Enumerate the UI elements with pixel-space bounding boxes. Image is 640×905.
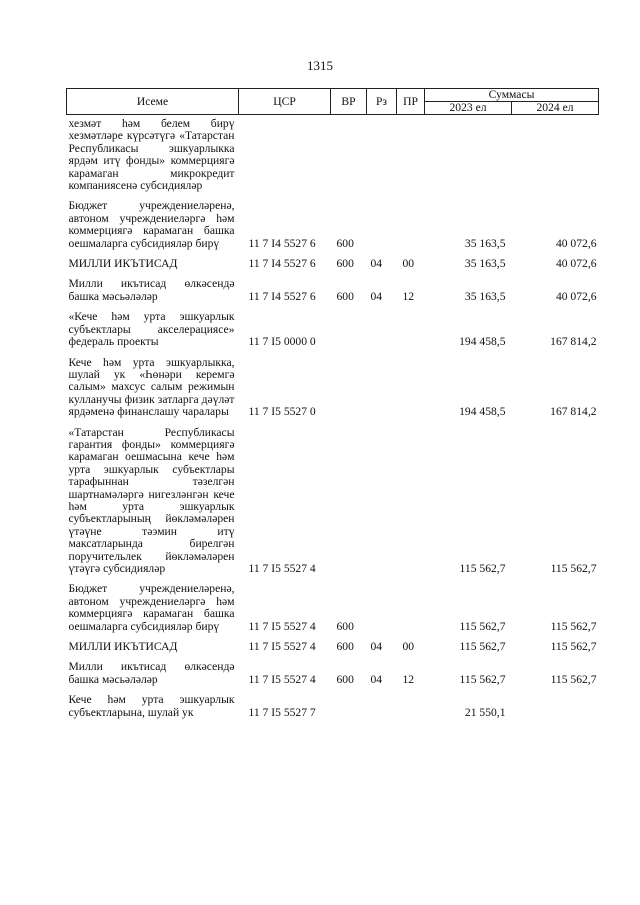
row-sum-2023: 194 458,5 bbox=[459, 405, 506, 419]
row-pr: 12 bbox=[402, 672, 415, 686]
row-sum-2023: 21 550,1 bbox=[464, 705, 506, 719]
header-vr: ВР bbox=[331, 89, 367, 115]
row-sum-2024: 115 562,7 bbox=[550, 619, 597, 633]
row-pr bbox=[397, 349, 425, 419]
row-name: хезмәт һәм белем бирү хезмәтләре күрсәтүгә «Татарстан Республикасы эшкуарлыкка ярдәм итү фонды» коммерциягә карамаган микрокредит компаниясенә субсидияләр bbox=[68, 117, 235, 193]
row-rz bbox=[367, 349, 397, 419]
row-vr bbox=[331, 349, 367, 419]
table-row bbox=[67, 192, 599, 250]
row-sum-2024: 115 562,7 bbox=[550, 562, 597, 575]
row-vr: 600 bbox=[336, 619, 354, 633]
row-pr bbox=[397, 575, 425, 633]
row-vr bbox=[331, 115, 367, 193]
row-sum-2023: 115 562,7 bbox=[459, 640, 506, 654]
row-csr: 11 7 I5 0000 0 bbox=[248, 335, 316, 349]
row-pr bbox=[397, 192, 425, 250]
row-pr bbox=[397, 419, 425, 576]
row-name: МИЛЛИ ИКЪТИСАД bbox=[68, 640, 178, 654]
row-csr: 11 7 I4 5527 6 bbox=[248, 257, 316, 271]
page-number: 1315 bbox=[307, 58, 333, 73]
table-row bbox=[67, 115, 599, 193]
row-name: «Татарстан Республикасы гарантия фонды» коммерциягә карамаган оешмасына кече һәм урта эшкуарлык субъектлары тарафыннан тәзелгән шартнамәләргә нигезләнгән кече һәм урта эшкуарлык субъектларының йөкләмәләрен үтәүне тәэмин итү максатларында бирелгән поручительлек йөкләмәләрен үтәүгә субсидияләр bbox=[68, 425, 235, 575]
row-csr: 11 7 I5 5527 0 bbox=[248, 405, 316, 419]
row-sum-2023: 115 562,7 bbox=[459, 672, 506, 686]
table-row bbox=[67, 419, 599, 576]
row-rz bbox=[367, 686, 397, 719]
row-sum-2024 bbox=[512, 686, 599, 719]
header-name: Исеме bbox=[67, 89, 239, 115]
header-rz: Рз bbox=[367, 89, 397, 115]
row-vr: 600 bbox=[336, 289, 354, 303]
table-row bbox=[67, 633, 599, 653]
table-header bbox=[67, 89, 599, 115]
row-vr bbox=[331, 419, 367, 576]
table-row bbox=[67, 270, 599, 303]
row-name: Бюджет учреждениеләренә, автоном учреждениеләргә һәм коммерциягә карамаган башка оешмаларга субсидияләр бирү bbox=[68, 582, 235, 633]
row-rz: 04 bbox=[370, 257, 383, 271]
row-name: Кече һәм урта эшкуарлыкка, шулай ук «Һөнәри керемгә салым» махсус салым режимын кулланучы физик затларга дәүләт ярдәменә финанслашу чаралары bbox=[68, 355, 235, 419]
table-row bbox=[67, 686, 599, 719]
row-name: Бюджет учреждениеләренә, автоном учреждениеләргә һәм коммерциягә карамаган башка оешмаларга субсидияләр бирү bbox=[68, 199, 235, 250]
row-name: Милли икътисад өлкәсендә башка мәсьәләләр bbox=[68, 277, 235, 303]
row-rz: 04 bbox=[370, 672, 383, 686]
row-vr: 600 bbox=[336, 236, 354, 250]
row-csr: 11 7 I5 5527 7 bbox=[248, 705, 316, 719]
row-vr: 600 bbox=[336, 672, 354, 686]
row-csr: 11 7 I5 5527 4 bbox=[248, 672, 316, 686]
row-rz bbox=[367, 575, 397, 633]
row-vr: 600 bbox=[336, 640, 354, 654]
row-vr bbox=[331, 686, 367, 719]
row-sum-2023: 115 562,7 bbox=[459, 619, 506, 633]
row-csr bbox=[239, 115, 331, 193]
row-sum-2024: 115 562,7 bbox=[550, 640, 597, 654]
row-csr: 11 7 I5 5527 4 bbox=[248, 619, 316, 633]
row-pr: 12 bbox=[402, 289, 415, 303]
row-rz: 04 bbox=[370, 640, 383, 654]
row-sum-2024: 40 072,6 bbox=[555, 257, 597, 271]
row-sum-2023: 35 163,5 bbox=[464, 236, 506, 250]
row-name: МИЛЛИ ИКЪТИСАД bbox=[68, 257, 178, 271]
row-csr: 11 7 I5 5527 4 bbox=[248, 562, 316, 575]
row-name: Кече һәм урта эшкуарлык субъектларына, шулай ук bbox=[68, 693, 235, 719]
row-pr bbox=[397, 303, 425, 348]
row-pr bbox=[397, 686, 425, 719]
row-rz bbox=[367, 419, 397, 576]
row-sum-2024: 167 814,2 bbox=[550, 405, 597, 419]
budget-table bbox=[66, 88, 599, 719]
row-sum-2024: 167 814,2 bbox=[550, 335, 597, 349]
row-vr bbox=[331, 303, 367, 348]
row-sum-2023: 194 458,5 bbox=[459, 335, 506, 349]
row-name: «Кече һәм урта эшкуарлык субъектлары акселерациясе» федераль проекты bbox=[68, 310, 235, 349]
row-vr: 600 bbox=[336, 257, 354, 271]
header-year-2024: 2024 ел bbox=[512, 102, 599, 115]
row-sum-2024: 40 072,6 bbox=[555, 289, 597, 303]
header-year-2023: 2023 ел bbox=[425, 102, 512, 115]
row-sum-2024: 40 072,6 bbox=[555, 236, 597, 250]
row-name: Милли икътисад өлкәсендә башка мәсьәләләр bbox=[68, 660, 235, 686]
table-body bbox=[67, 115, 599, 720]
row-rz bbox=[367, 303, 397, 348]
row-pr: 00 bbox=[402, 257, 415, 271]
row-sum-2023: 115 562,7 bbox=[459, 562, 506, 575]
header-pr: ПР bbox=[397, 89, 425, 115]
row-sum-2023 bbox=[425, 115, 512, 193]
row-sum-2024: 115 562,7 bbox=[550, 672, 597, 686]
row-pr: 00 bbox=[402, 640, 415, 654]
table-row bbox=[67, 349, 599, 419]
row-sum-2023: 35 163,5 bbox=[464, 289, 506, 303]
header-sums: Суммасы bbox=[425, 89, 599, 102]
row-rz: 04 bbox=[370, 289, 383, 303]
row-csr: 11 7 I4 5527 6 bbox=[248, 236, 316, 250]
row-csr: 11 7 I5 5527 4 bbox=[248, 640, 316, 654]
table-row bbox=[67, 250, 599, 270]
header-csr: ЦСР bbox=[239, 89, 331, 115]
row-csr: 11 7 I4 5527 6 bbox=[248, 289, 316, 303]
row-rz bbox=[367, 115, 397, 193]
table-row bbox=[67, 575, 599, 633]
row-sum-2024 bbox=[512, 115, 599, 193]
row-pr bbox=[397, 115, 425, 193]
table-row bbox=[67, 303, 599, 348]
row-rz bbox=[367, 192, 397, 250]
table-row bbox=[67, 653, 599, 686]
row-sum-2023: 35 163,5 bbox=[464, 257, 506, 271]
